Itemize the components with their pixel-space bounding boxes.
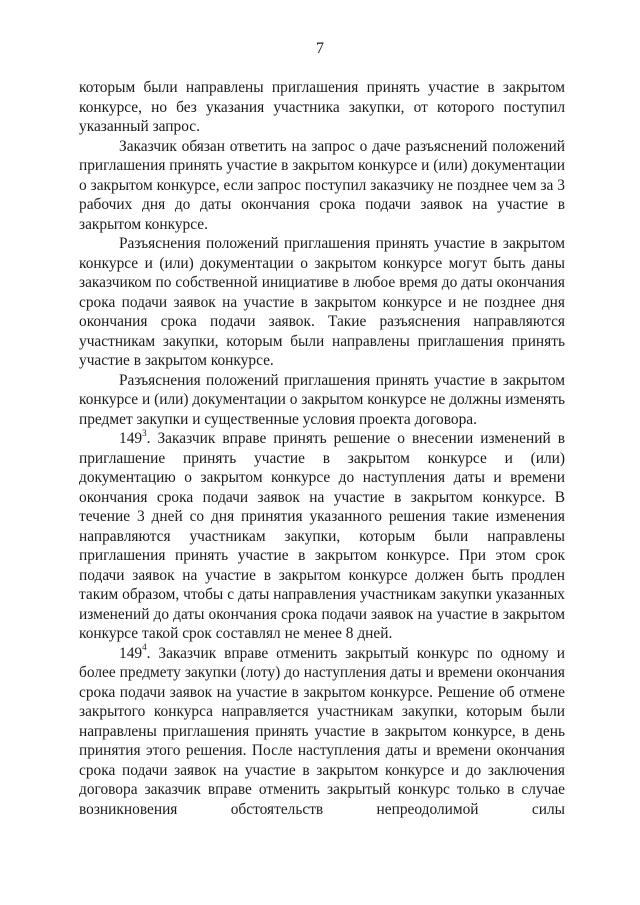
page-number: 7 (316, 40, 324, 57)
clause-number: 149 (119, 430, 143, 447)
clause-text: . Заказчик вправе отменить закрытый конкурс по одному и более предмету закупки (лоту) до наступления даты и времени окончания срока подачи заявок на участие в закрытом конкурсе. Решение об отмене закрытого конкурса направляется участникам закупки, которым были направлены приглашения принять участие в закрытом конкурсе, в день принятия этого решения. После наступления даты и времени окончания срока подачи заявок на участие в закрытом конкурсе и до заключения договора заказчик вправе отменить закрытый конкурс только в случае возникновения обстоятельств непреодолимой силы (79, 644, 565, 818)
clause-superscript: 3 (142, 427, 147, 438)
paragraph-own-initiative: Разъяснения положений приглашения принять участие в закрытом конкурсе и (или) документации о закрытом конкурсе могут быть даны заказчиком по собственной инициативе в любое время до даты окончания срока подачи заявок на участие в закрытом конкурсе и не позднее дня окончания срока подачи заявок. Такие разъяснения направляются участникам закупки, которым были направлены приглашения принять участие в закрытом конкурсе. (79, 235, 565, 369)
clause-text: . Заказчик вправе принять решение о внесении изменений в приглашение принять участие в закрытом конкурсе и (или) документацию о закрытом конкурсе до наступления даты и времени окончания срока подачи заявок на участие в закрытом конкурсе. В течение 3 дней со дня принятия указанного решения такие изменения направляются участникам закупки, которым были направлены приглашения принять участие в закрытом конкурсе. При этом срок подачи заявок на участие в закрытом конкурсе должен быть продлен таким образом, чтобы с даты направления участникам закупки указанных изменений до даты окончания срока подачи заявок на участие в закрытом конкурсе такой срок составлял не менее 8 дней. (79, 430, 565, 642)
document-body (79, 78, 565, 819)
clause-number: 149 (119, 644, 143, 662)
clause-149-3 (79, 429, 565, 644)
clause-superscript: 4 (142, 642, 147, 653)
paragraph-continuation: которым были направлены приглашения принять участие в закрытом конкурсе, но без указания участника закупки, от которого поступил указанный запрос. (79, 79, 565, 135)
paragraph-answer-obligation: Заказчик обязан ответить на запрос о даче разъяснений положений приглашения принять участие в закрытом конкурсе и (или) документации о закрытом конкурсе, если запрос поступил заказчику не позднее чем за 3 рабочих дня до даты окончания срока подачи заявок на участие в закрытом конкурсе. (79, 137, 566, 233)
paragraph-no-change-subject: Разъяснения положений приглашения принять участие в закрытом конкурсе и (или) документации о закрытом конкурсе не должны изменять предмет закупки и существенные условия проекта договора. (79, 371, 565, 428)
clause-149-4 (79, 644, 565, 820)
